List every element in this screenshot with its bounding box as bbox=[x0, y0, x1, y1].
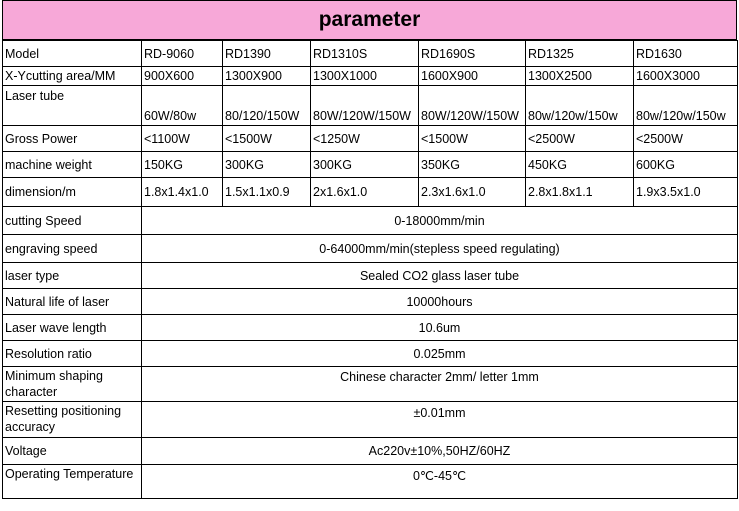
value-cell: 1600X900 bbox=[419, 67, 526, 86]
row-label: engraving speed bbox=[3, 235, 142, 263]
value-cell: 1.8x1.4x1.0 bbox=[142, 178, 223, 207]
value-cell: 80w/120w/150w bbox=[526, 86, 634, 126]
table-row bbox=[3, 126, 738, 152]
value-cell: Sealed CO2 glass laser tube bbox=[142, 263, 738, 289]
model-cell: RD1310S bbox=[311, 41, 419, 67]
table-row bbox=[3, 289, 738, 315]
value-cell: 1300X900 bbox=[223, 67, 311, 86]
value-cell: 80W/120W/150W bbox=[419, 86, 526, 126]
value-cell: 900X600 bbox=[142, 67, 223, 86]
row-label: Laser wave length bbox=[3, 315, 142, 341]
table-row bbox=[3, 152, 738, 178]
value-cell: 1300X2500 bbox=[526, 67, 634, 86]
value-cell: 2x1.6x1.0 bbox=[311, 178, 419, 207]
row-label: Resetting positioning accuracy bbox=[3, 402, 142, 438]
value-cell: 1600X3000 bbox=[634, 67, 738, 86]
value-cell: 2.3x1.6x1.0 bbox=[419, 178, 526, 207]
row-label: Operating Temperature bbox=[3, 465, 142, 499]
value-cell: <2500W bbox=[526, 126, 634, 152]
value-cell: 80w/120w/150w bbox=[634, 86, 738, 126]
table-row bbox=[3, 207, 738, 235]
value-cell: <1100W bbox=[142, 126, 223, 152]
parameter-table bbox=[2, 40, 738, 499]
value-cell: Ac220v±10%,50HZ/60HZ bbox=[142, 438, 738, 465]
table-row bbox=[3, 315, 738, 341]
value-cell: 150KG bbox=[142, 152, 223, 178]
value-cell: <1500W bbox=[223, 126, 311, 152]
parameter-sheet bbox=[2, 0, 737, 499]
row-label: machine weight bbox=[3, 152, 142, 178]
row-label: dimension/m bbox=[3, 178, 142, 207]
value-cell: 0-18000mm/min bbox=[142, 207, 738, 235]
value-cell: 300KG bbox=[311, 152, 419, 178]
value-cell: 80W/120W/150W bbox=[311, 86, 419, 126]
value-cell: 350KG bbox=[419, 152, 526, 178]
table-row bbox=[3, 178, 738, 207]
value-cell: ±0.01mm bbox=[142, 402, 738, 438]
row-label: laser type bbox=[3, 263, 142, 289]
row-label: Minimum shaping character bbox=[3, 367, 142, 402]
sheet-title: parameter bbox=[2, 0, 737, 40]
value-cell: 300KG bbox=[223, 152, 311, 178]
table-row-model bbox=[3, 41, 738, 67]
row-label: Natural life of laser bbox=[3, 289, 142, 315]
table-row bbox=[3, 341, 738, 367]
value-cell: 600KG bbox=[634, 152, 738, 178]
table-row bbox=[3, 67, 738, 86]
value-cell: 450KG bbox=[526, 152, 634, 178]
table-row bbox=[3, 263, 738, 289]
value-cell: 0.025mm bbox=[142, 341, 738, 367]
model-cell: RD1690S bbox=[419, 41, 526, 67]
value-cell: 0-64000mm/min(stepless speed regulating) bbox=[142, 235, 738, 263]
value-cell: <1250W bbox=[311, 126, 419, 152]
value-cell: 1.5x1.1x0.9 bbox=[223, 178, 311, 207]
table-row bbox=[3, 438, 738, 465]
table-row bbox=[3, 86, 738, 126]
row-label: Resolution ratio bbox=[3, 341, 142, 367]
model-cell: RD1325 bbox=[526, 41, 634, 67]
row-label: cutting Speed bbox=[3, 207, 142, 235]
model-cell: RD1390 bbox=[223, 41, 311, 67]
table-row bbox=[3, 235, 738, 263]
row-label: X-Ycutting area/MM bbox=[3, 67, 142, 86]
row-label: Model bbox=[3, 41, 142, 67]
row-label: Voltage bbox=[3, 438, 142, 465]
value-cell: 10.6um bbox=[142, 315, 738, 341]
value-cell: 80/120/150W bbox=[223, 86, 311, 126]
value-cell: 1300X1000 bbox=[311, 67, 419, 86]
value-cell: 10000hours bbox=[142, 289, 738, 315]
table-row bbox=[3, 465, 738, 499]
row-label: Laser tube bbox=[3, 86, 142, 126]
table-row bbox=[3, 367, 738, 402]
value-cell: 1.9x3.5x1.0 bbox=[634, 178, 738, 207]
value-cell: 2.8x1.8x1.1 bbox=[526, 178, 634, 207]
value-cell: 0℃-45℃ bbox=[142, 465, 738, 499]
table-row bbox=[3, 402, 738, 438]
row-label: Gross Power bbox=[3, 126, 142, 152]
value-cell: 60W/80w bbox=[142, 86, 223, 126]
value-cell: <1500W bbox=[419, 126, 526, 152]
value-cell: <2500W bbox=[634, 126, 738, 152]
model-cell: RD1630 bbox=[634, 41, 738, 67]
model-cell: RD-9060 bbox=[142, 41, 223, 67]
value-cell: Chinese character 2mm/ letter 1mm bbox=[142, 367, 738, 402]
